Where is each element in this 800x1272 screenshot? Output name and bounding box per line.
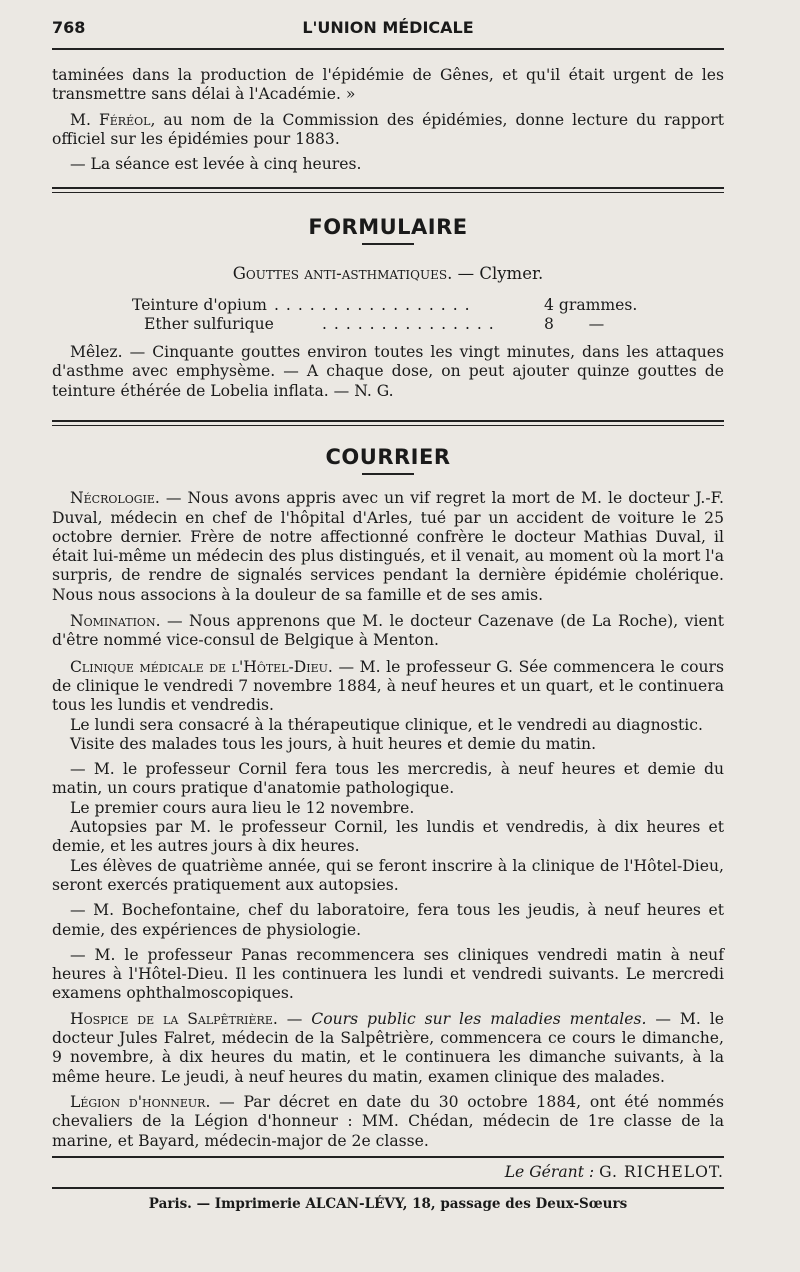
cornil-paragraph-4: Les élèves de quatrième année, qui se feront inscrire à la clinique de l'Hôtel-Dieu, seront exercés pratiquement aux autopsies. <box>52 856 724 894</box>
formula-table <box>52 296 724 335</box>
hospice-paragraph: Hospice de la Salpêtrière. — Cours public sur les maladies mentales. — M. le docteur Jules Falret, médecin de la Salpêtrière, commencera ce cours le dimanche, 9 novembre, à dix heures du matin, et le continuera les dimanche suivants, à la même heure. Le jeudi, à neuf heures du matin, examen clinique des malades. <box>52 1009 724 1086</box>
courrier-title: COURRIER <box>325 445 451 469</box>
ingredient-dots: . . . . . . . . . . . . . . . <box>322 314 495 333</box>
header-rule <box>52 48 724 50</box>
footer-rule-top <box>52 1156 724 1158</box>
ingredient-dots: . . . . . . . . . . . . . . . . . <box>274 295 471 314</box>
ingredient-quantity: 4 grammes. <box>544 295 638 314</box>
ingredient-name: Ether sulfurique <box>144 314 274 333</box>
cornil-paragraph-2: Le premier cours aura lieu le 12 novembre. <box>70 798 415 817</box>
courrier-section <box>52 445 725 1151</box>
formulaire-text: Mêlez. — Cinquante gouttes environ toutes les vingt minutes, dans les attaques d'asthme avec emphysème. — A chaque dose, on peut ajouter quinze gouttes de teinture éthérée de Lobelia inflata. — N. G. <box>52 343 724 400</box>
intro-paragraph-1: taminées dans la production de l'épidémie de Gênes, et qu'il était urgent de les transmettre sans délai à l'Académie. » <box>52 66 724 104</box>
intro-section <box>52 66 724 174</box>
intro-paragraph-3: — La séance est levée à cinq heures. <box>70 155 362 174</box>
footer-rule-bottom <box>52 1187 724 1189</box>
ingredient-quantity: 8 — <box>544 314 605 333</box>
clinique-paragraph-2: Le lundi sera consacré à la thérapeutique clinique, et le vendredi au diagnostic. <box>70 715 703 734</box>
courrier-title-rule <box>362 473 414 475</box>
section-rule-bottom <box>52 425 724 426</box>
legion-paragraph: Légion d'honneur. — Par décret en date du 30 octobre 1884, ont été nommés chevaliers de la Légion d'honneur : MM. Chédan, médecin de 1re classe de la marine, et Bayard, médecin-major de 2e classe. <box>52 1092 725 1150</box>
formulaire-title-rule <box>362 243 414 245</box>
formula-row <box>52 296 724 315</box>
formula-row <box>52 315 724 334</box>
nomination-paragraph: Nomination. — Nous apprenons que M. le docteur Cazenave (de La Roche), vient d'être nommé vice-consul de Belgique à Menton. <box>52 612 724 650</box>
page-number: 768 <box>52 18 86 37</box>
cornil-paragraph-3: Autopsies par M. le professeur Cornil, les lundis et vendredis, à dix heures et demie, et les autres jours à dix heures. <box>52 818 724 856</box>
cornil-paragraph-1: — M. le professeur Cornil fera tous les mercredis, à neuf heures et demie du matin, un cours pratique d'anatomie pathologique. <box>52 760 724 798</box>
gerant-signature: Le Gérant : G. RICHELOT. <box>504 1163 724 1181</box>
journal-title: L'UNION MÉDICALE <box>302 18 474 37</box>
clinique-paragraph: Clinique médicale de l'Hôtel-Dieu. — M. le professeur G. Sée commencera le cours de clinique le vendredi 7 novembre 1884, à neuf heures et un quart, et le continuera tous les lundis et vendredis. <box>52 657 724 715</box>
section-rule-bottom <box>52 192 724 193</box>
ingredient-name: Teinture d'opium <box>132 295 267 314</box>
formulaire-section <box>52 215 724 401</box>
section-rule-top <box>52 420 724 422</box>
panas-paragraph: — M. le professeur Panas recommencera ses cliniques vendredi matin à neuf heures à l'Hôtel-Dieu. Il les continuera les lundi et vendredi suivants. Le mercredi examens ophthalmoscopiques. <box>52 945 724 1003</box>
imprint: Paris. — Imprimerie ALCAN-LÉVY, 18, passage des Deux-Sœurs <box>148 1196 628 1212</box>
intro-paragraph-2: M. Féréol, au nom de la Commission des épidémies, donne lecture du rapport officiel sur les épidémies pour 1883. <box>52 110 724 148</box>
running-header <box>52 18 724 44</box>
necrologie-paragraph: Nécrologie. — Nous avons appris avec un vif regret la mort de M. le docteur J.-F. Duval, médecin en chef de l'hôpital d'Arles, tué par un accident de voiture le 25 octobre dernier. Frère de notre affectionné confrère le docteur Mathias Duval, il était lui-même un médecin des plus distingués, et il venait, au moment où la mort l'a surpris, de rendre de signalés services pendant la dernière épidémie cholérique. Nous nous associons à la douleur de sa famille et de ses amis. <box>52 489 724 604</box>
formulaire-title: FORMULAIRE <box>308 215 468 239</box>
section-rule-top <box>52 187 724 189</box>
bochefontaine-paragraph: — M. Bochefontaine, chef du laboratoire, fera tous les jeudis, à neuf heures et demie, des expériences de physiologie. <box>52 901 724 939</box>
formulaire-subtitle: Gouttes anti-asthmatiques. — Clymer. <box>232 264 544 284</box>
clinique-paragraph-3: Visite des malades tous les jours, à huit heures et demie du matin. <box>70 734 597 753</box>
